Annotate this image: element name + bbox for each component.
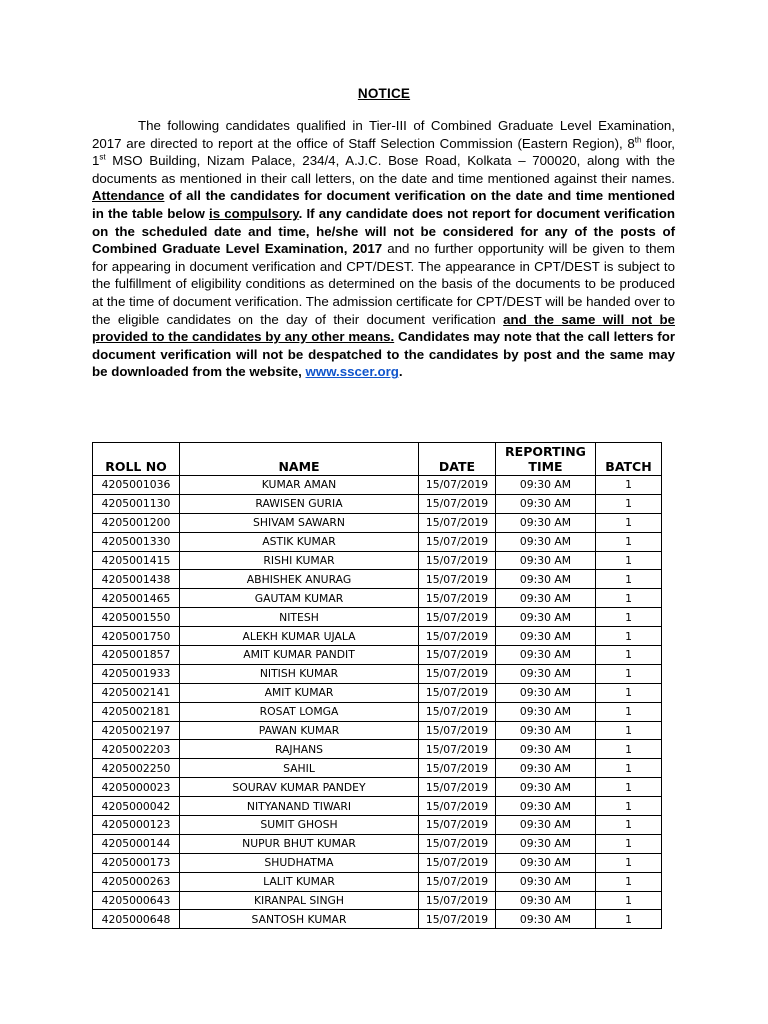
batch-cell: 1 (596, 646, 662, 665)
roll-no-cell: 4205000263 (93, 872, 180, 891)
name-cell: PAWAN KUMAR (180, 721, 419, 740)
reporting-time-cell: 09:30 AM (496, 664, 596, 683)
notice-text-4: and no further opportunity will be given to them for appearing in document verification and CPT/DEST. The appearance in CPT/DEST is subject to the fulfillment of eligibility conditions as determined on the basis of the documents to be produced at the time of document verification. The admission certificate for CPT/DEST will be handed over to the eligible candidates on the day of their document verification (92, 241, 676, 327)
reporting-time-cell: 09:30 AM (496, 646, 596, 665)
table-row (93, 778, 662, 797)
header-date: DATE (419, 443, 496, 476)
roll-no-cell: 4205002203 (93, 740, 180, 759)
header-reporting-time (496, 443, 596, 476)
table-row (93, 721, 662, 740)
table-row (93, 608, 662, 627)
name-cell: KIRANPAL SINGH (180, 891, 419, 910)
roll-no-cell: 4205001550 (93, 608, 180, 627)
reporting-time-cell: 09:30 AM (496, 891, 596, 910)
name-cell: AMIT KUMAR (180, 683, 419, 702)
table-row (93, 834, 662, 853)
batch-cell: 1 (596, 589, 662, 608)
roll-no-cell: 4205001130 (93, 494, 180, 513)
roll-no-cell: 4205001465 (93, 589, 180, 608)
notice-text-2: floor, 1 (92, 135, 675, 169)
reporting-time-cell: 09:30 AM (496, 608, 596, 627)
roll-no-cell: 4205001438 (93, 570, 180, 589)
batch-cell: 1 (596, 853, 662, 872)
reporting-time-cell: 09:30 AM (496, 816, 596, 835)
table-row (93, 740, 662, 759)
table-body (93, 476, 662, 929)
roll-no-cell: 4205001415 (93, 551, 180, 570)
roll-no-cell: 4205000123 (93, 816, 180, 835)
candidate-table (92, 442, 662, 929)
date-cell: 15/07/2019 (419, 721, 496, 740)
roll-no-cell: 4205001857 (93, 646, 180, 665)
compulsory-emphasis: is compulsory (209, 205, 299, 221)
batch-cell: 1 (596, 891, 662, 910)
reporting-time-cell: 09:30 AM (496, 759, 596, 778)
roll-no-cell: 4205000643 (93, 891, 180, 910)
date-cell: 15/07/2019 (419, 627, 496, 646)
date-cell: 15/07/2019 (419, 646, 496, 665)
date-cell: 15/07/2019 (419, 551, 496, 570)
batch-cell: 1 (596, 816, 662, 835)
reporting-time-cell: 09:30 AM (496, 778, 596, 797)
date-cell: 15/07/2019 (419, 797, 496, 816)
reporting-time-cell: 09:30 AM (496, 570, 596, 589)
reporting-time-cell: 09:30 AM (496, 853, 596, 872)
batch-cell: 1 (596, 664, 662, 683)
table-row (93, 891, 662, 910)
reporting-time-cell: 09:30 AM (496, 551, 596, 570)
compulsory-rest: . If any candidate does not report for document verification on the scheduled date and time, he/she will not be considered for any of the posts of Combined Graduate Level Examination, 2017 (92, 205, 675, 257)
batch-cell: 1 (596, 740, 662, 759)
attendance-rest: of all the candidates for document verification on the date and time mentioned in the table below (92, 188, 675, 221)
batch-cell: 1 (596, 627, 662, 646)
name-cell: NITESH (180, 608, 419, 627)
roll-no-cell: 4205001200 (93, 513, 180, 532)
batch-cell: 1 (596, 551, 662, 570)
batch-cell: 1 (596, 608, 662, 627)
notice-title: NOTICE (357, 86, 411, 101)
website-link[interactable]: www.sscer.org (305, 364, 399, 380)
date-cell: 15/07/2019 (419, 494, 496, 513)
batch-cell: 1 (596, 778, 662, 797)
name-cell: NITYANAND TIWARI (180, 797, 419, 816)
other-means-emphasis: and the same will not be provided to the candidates by any other means. (92, 311, 676, 345)
batch-cell: 1 (596, 532, 662, 551)
name-cell: SHIVAM SAWARN (180, 513, 419, 532)
roll-no-cell: 4205002141 (93, 683, 180, 702)
table-row (93, 551, 662, 570)
date-cell: 15/07/2019 (419, 740, 496, 759)
name-cell: SAHIL (180, 759, 419, 778)
batch-cell: 1 (596, 513, 662, 532)
date-cell: 15/07/2019 (419, 589, 496, 608)
batch-cell: 1 (596, 759, 662, 778)
roll-no-cell: 4205000042 (93, 797, 180, 816)
batch-cell: 1 (596, 476, 662, 495)
name-cell: ROSAT LOMGA (180, 702, 419, 721)
date-cell: 15/07/2019 (419, 664, 496, 683)
date-cell: 15/07/2019 (419, 759, 496, 778)
date-cell: 15/07/2019 (419, 891, 496, 910)
reporting-time-cell: 09:30 AM (496, 702, 596, 721)
table-row (93, 476, 662, 495)
name-cell: GAUTAM KUMAR (180, 589, 419, 608)
name-cell: SUMIT GHOSH (180, 816, 419, 835)
reporting-time-cell: 09:30 AM (496, 834, 596, 853)
reporting-time-cell: 09:30 AM (496, 872, 596, 891)
roll-no-cell: 4205001933 (93, 664, 180, 683)
reporting-time-cell: 09:30 AM (496, 494, 596, 513)
roll-no-cell: 4205002250 (93, 759, 180, 778)
batch-cell: 1 (596, 834, 662, 853)
header-batch: BATCH (596, 443, 662, 476)
name-cell: SANTOSH KUMAR (180, 910, 419, 929)
attendance-emphasis: Attendance (92, 188, 165, 204)
name-cell: RAJHANS (180, 740, 419, 759)
name-cell: NUPUR BHUT KUMAR (180, 834, 419, 853)
date-cell: 15/07/2019 (419, 702, 496, 721)
roll-no-cell: 4205002197 (93, 721, 180, 740)
roll-no-cell: 4205000144 (93, 834, 180, 853)
date-cell: 15/07/2019 (419, 683, 496, 702)
notice-text-1: The following candidates qualified in Tier-III of Combined Graduate Level Examination, 2017 are directed to report at the office of Staff Selection Commission (Eastern Region), 8 (92, 118, 675, 151)
date-cell: 15/07/2019 (419, 834, 496, 853)
name-cell: ALEKH KUMAR UJALA (180, 627, 419, 646)
table-row (93, 683, 662, 702)
name-cell: AMIT KUMAR PANDIT (180, 646, 419, 665)
reporting-time-cell: 09:30 AM (496, 910, 596, 929)
header-name: NAME (180, 443, 419, 476)
roll-no-cell: 4205000648 (93, 910, 180, 929)
table-row (93, 570, 662, 589)
date-cell: 15/07/2019 (419, 778, 496, 797)
table-row (93, 532, 662, 551)
name-cell: SHUDHATMA (180, 853, 419, 872)
table-row (93, 759, 662, 778)
table-row (93, 627, 662, 646)
header-roll-no: ROLL NO (93, 443, 180, 476)
reporting-time-cell: 09:30 AM (496, 797, 596, 816)
date-cell: 15/07/2019 (419, 608, 496, 627)
table-row (93, 853, 662, 872)
date-cell: 15/07/2019 (419, 532, 496, 551)
date-cell: 15/07/2019 (419, 853, 496, 872)
reporting-time-cell: 09:30 AM (496, 740, 596, 759)
table-row (93, 589, 662, 608)
date-cell: 15/07/2019 (419, 476, 496, 495)
reporting-time-cell: 09:30 AM (496, 589, 596, 608)
name-cell: NITISH KUMAR (180, 664, 419, 683)
reporting-time-cell: 09:30 AM (496, 532, 596, 551)
header-reporting-time-line2: TIME (528, 458, 563, 474)
name-cell: LALIT KUMAR (180, 872, 419, 891)
header-reporting-time-line1: REPORTING (505, 444, 586, 459)
batch-cell: 1 (596, 797, 662, 816)
roll-no-cell: 4205001330 (93, 532, 180, 551)
batch-cell: 1 (596, 494, 662, 513)
notice-sup-1: th (634, 135, 642, 145)
date-cell: 15/07/2019 (419, 872, 496, 891)
table-row (93, 797, 662, 816)
table-row (93, 702, 662, 721)
date-cell: 15/07/2019 (419, 513, 496, 532)
date-cell: 15/07/2019 (419, 816, 496, 835)
date-cell: 15/07/2019 (419, 910, 496, 929)
batch-cell: 1 (596, 570, 662, 589)
name-cell: KUMAR AMAN (180, 476, 419, 495)
batch-cell: 1 (596, 683, 662, 702)
roll-no-cell: 4205000023 (93, 778, 180, 797)
table-row (93, 664, 662, 683)
table-row (93, 494, 662, 513)
batch-cell: 1 (596, 910, 662, 929)
batch-cell: 1 (596, 872, 662, 891)
table-row (93, 872, 662, 891)
final-period: . (398, 364, 403, 380)
batch-cell: 1 (596, 702, 662, 721)
table-header-row (93, 443, 662, 476)
reporting-time-cell: 09:30 AM (496, 476, 596, 495)
table-row (93, 513, 662, 532)
batch-cell: 1 (596, 721, 662, 740)
reporting-time-cell: 09:30 AM (496, 721, 596, 740)
name-cell: ASTIK KUMAR (180, 532, 419, 551)
name-cell: SOURAV KUMAR PANDEY (180, 778, 419, 797)
roll-no-cell: 4205002181 (93, 702, 180, 721)
table-row (93, 646, 662, 665)
reporting-time-cell: 09:30 AM (496, 683, 596, 702)
notice-text-3: MSO Building, Nizam Palace, 234/4, A.J.C. Bose Road, Kolkata – 700020, along with the documents as mentioned in their call letters, on the date and time mentioned against their names. (92, 153, 675, 186)
date-cell: 15/07/2019 (419, 570, 496, 589)
call-letter-note: Candidates may note that the call letters for document verification will not be despatched to the candidates by post and the same may be downloaded from the website, (92, 329, 676, 380)
reporting-time-cell: 09:30 AM (496, 627, 596, 646)
roll-no-cell: 4205000173 (93, 853, 180, 872)
table-row (93, 910, 662, 929)
notice-paragraph (92, 117, 675, 381)
name-cell: ABHISHEK ANURAG (180, 570, 419, 589)
reporting-time-cell: 09:30 AM (496, 513, 596, 532)
name-cell: RAWISEN GURIA (180, 494, 419, 513)
name-cell: RISHI KUMAR (180, 551, 419, 570)
roll-no-cell: 4205001750 (93, 627, 180, 646)
roll-no-cell: 4205001036 (93, 476, 180, 495)
table-row (93, 816, 662, 835)
notice-sup-2: st (99, 152, 106, 162)
